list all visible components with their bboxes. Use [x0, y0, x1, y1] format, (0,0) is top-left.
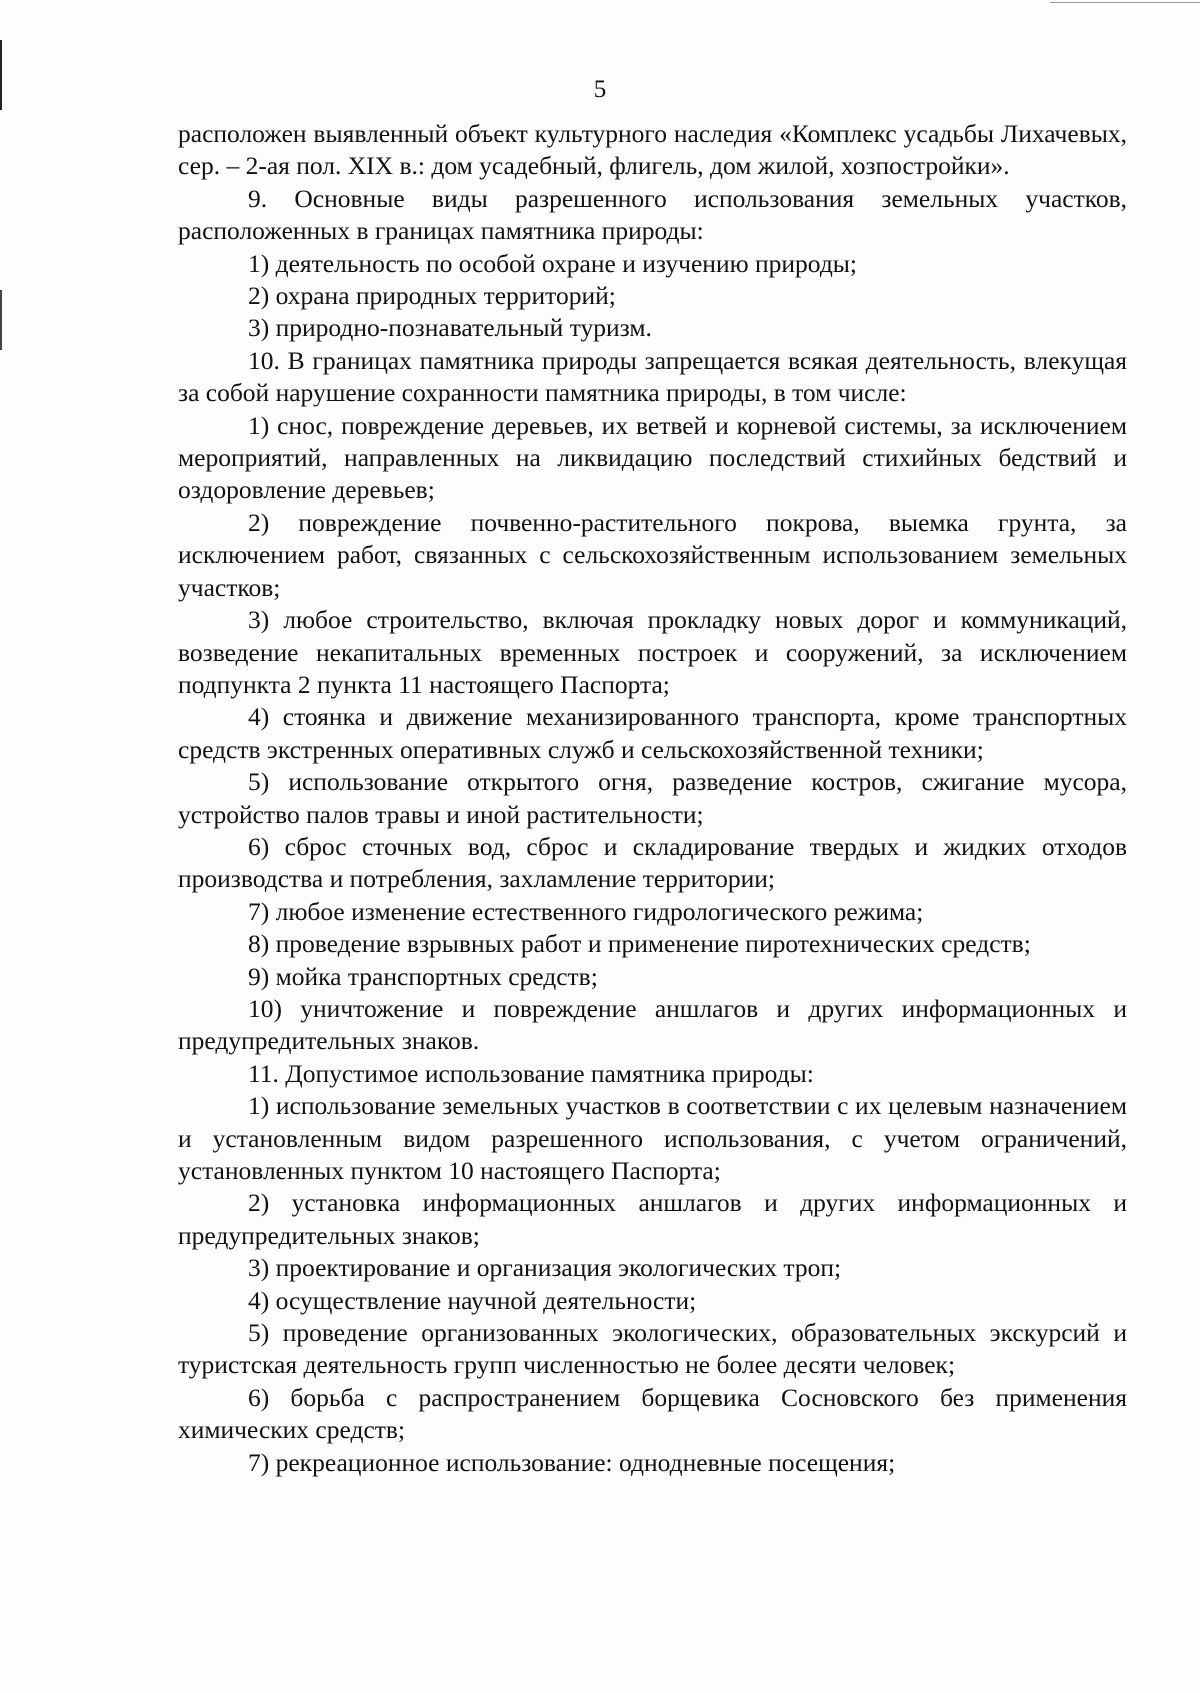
paragraph: 11. Допустимое использование памятника природы: — [248, 1058, 814, 1088]
list-item: 10) уничтожение и повреждение аншлагов и других информационных и предупредительных знаков. — [178, 993, 1127, 1056]
paragraph: 9. Основные виды разрешенного использования земельных участков, расположенных в границах памятника природы: — [178, 183, 1127, 246]
list-item: 5) использование открытого огня, разведение костров, сжигание мусора, устройство палов травы и иной растительности; — [178, 767, 1127, 829]
list-item: 3) проектирование и организация экологических троп; — [248, 1253, 842, 1283]
list-item: 2) повреждение почвенно-растительного покрова, выемка грунта, за исключением работ, связанных с сельскохозяйственным использованием земельных участков; — [178, 507, 1127, 602]
list-item: 6) борьба с распространением борщевика Сосновского без применения химических средств; — [178, 1382, 1127, 1445]
scan-edge-mark — [0, 290, 2, 350]
list-item: 4) стоянка и движение механизированного транспорта, кроме транспортных средств экстренных оперативных служб и сельскохозяйственной техники; — [178, 702, 1127, 764]
list-item: 9) мойка транспортных средств; — [248, 961, 598, 991]
paragraph: расположен выявленный объект культурного наследия «Комплекс усадьбы Лихачевых, сер. – 2-ая пол. XIX в.: дом усадебный, флигель, дом жилой, хозпостройки». — [178, 119, 1127, 181]
list-item: 2) установка информационных аншлагов и других информационных и предупредительных знаков; — [178, 1188, 1127, 1250]
list-item: 4) осуществление научной деятельности; — [248, 1285, 697, 1315]
list-item: 1) использование земельных участков в соответствии с их целевым назначением и установленным видом разрешенного использования, с учетом ограничений, установленных пунктом 10 настоящего Паспорта; — [178, 1091, 1127, 1185]
scan-edge-line — [1050, 2, 1200, 3]
list-item: 7) рекреационное использование: однодневные посещения; — [248, 1447, 896, 1477]
list-item: 1) снос, повреждение деревьев, их ветвей и корневой системы, за исключением мероприятий, направленных на ликвидацию последствий стихийных бедствий и оздоровление деревьев; — [178, 410, 1127, 505]
list-item: 8) проведение взрывных работ и применение пиротехнических средств; — [248, 929, 1031, 959]
list-item: 3) природно-познавательный туризм. — [248, 313, 652, 343]
paragraph: 10. В границах памятника природы запрещается всякая деятельность, влекущая за собой нарушение сохранности памятника природы, в том числе: — [178, 345, 1127, 408]
list-item: 6) сброс сточных вод, сброс и складирование твердых и жидких отходов производства и потребления, захламление территории; — [178, 831, 1127, 894]
page-number: 5 — [593, 76, 607, 103]
list-item: 5) проведение организованных экологических, образовательных экскурсий и туристская деятельность групп численностью не более десяти человек; — [178, 1318, 1127, 1380]
document-body — [178, 118, 1127, 1479]
list-item: 7) любое изменение естественного гидрологического режима; — [248, 896, 924, 926]
list-item: 2) охрана природных территорий; — [248, 281, 616, 311]
list-item: 1) деятельность по особой охране и изучению природы; — [248, 248, 858, 278]
list-item: 3) любое строительство, включая прокладку новых дорог и коммуникаций, возведение некапитальных временных построек и сооружений, за исключением подпункта 2 пункта 11 настоящего Паспорта; — [178, 605, 1127, 699]
